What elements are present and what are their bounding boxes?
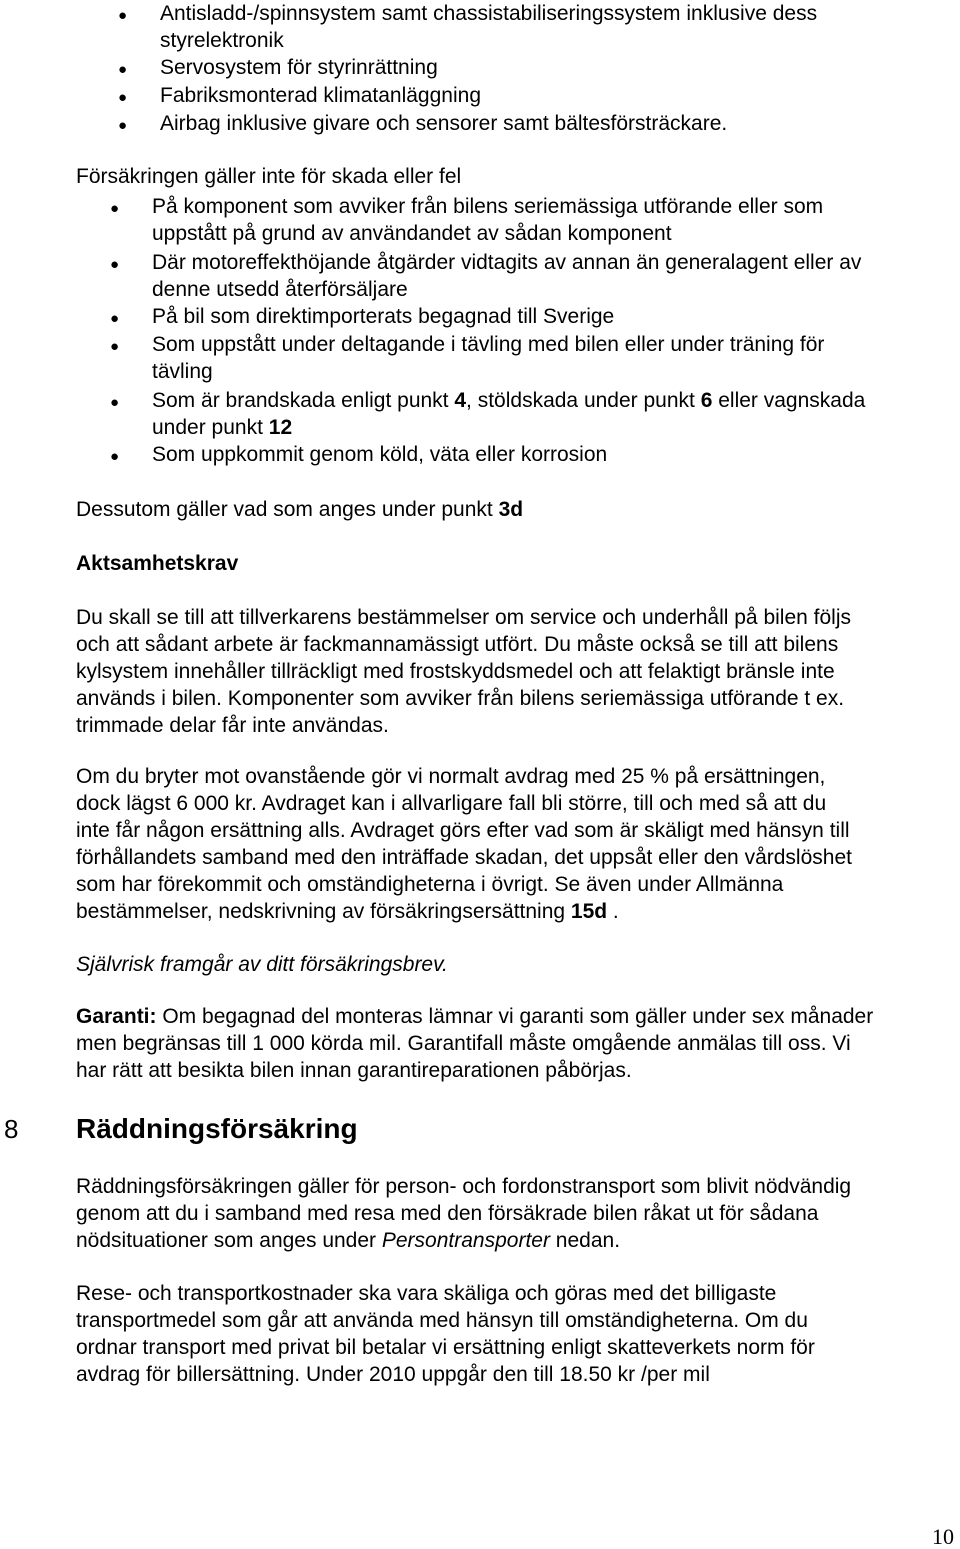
list-item [110, 249, 950, 303]
bullet-icon: ● [118, 89, 128, 106]
list-item-text: Antisladd-/spinnsystem samt chassistabiliseringssystem inklusive dess [160, 2, 818, 25]
sjalvrisk-note: Självrisk framgår av ditt försäkringsbrev. [76, 953, 448, 976]
bullet-icon: ● [118, 117, 128, 134]
bullet-icon: ● [110, 200, 120, 217]
list-item-text: På bil som direktimporterats begagnad till Sverige [152, 305, 615, 328]
list-item [110, 303, 950, 331]
exclusions-heading: Försäkringen gäller inte för skada eller fel [76, 165, 462, 188]
aktsamhet-heading: Aktsamhetskrav [76, 552, 239, 575]
bullet-icon: ● [110, 448, 120, 465]
list-item-text: Där motoreffekthöjande åtgärder vidtagits av annan än generalagent eller av [152, 251, 862, 274]
list-item-text: Som uppkommit genom köld, väta eller korrosion [152, 443, 608, 466]
list-item [118, 82, 938, 110]
exclusions-list [110, 193, 950, 469]
list-item-text: Servosystem för styrinrättning [160, 56, 438, 79]
bullet-icon: ● [110, 394, 120, 411]
list-item-text: uppstått på grund av användandet av sådan komponent [152, 222, 672, 245]
bullet-icon: ● [110, 256, 120, 273]
dessutom-line: Dessutom gäller vad som anges under punkt 3d [76, 498, 524, 521]
avdrag-paragraph: Om du bryter mot ovanstående gör vi normalt avdrag med 25 % på ersättningen, dock lägst 6 000 kr. Avdraget kan i allvarligare fall bli större, till och med så att du inte får någon ersättning alls. Avdraget görs efter vad som är skäligt med hänsyn till förhållandets samband med den inträffade skadan, det uppsåt eller den vårdslöshet som har förekommit och omständigheterna i övrigt. Se även under Allmänna bestämmelser, nedskrivning av försäkringsersättning 15d . [76, 765, 852, 923]
top-bullet-list [118, 0, 938, 138]
bullet-icon: ● [110, 310, 120, 327]
list-item-text: Fabriksmonterad klimatanläggning [160, 84, 481, 107]
garanti-paragraph: Garanti: Om begagnad del monteras lämnar vi garanti som gäller under sex månader men begränsas till 1 000 körda mil. Garantifall måste omgående anmälas till oss. Vi har rätt att besikta bilen innan garantireparationen påbörjas. [76, 1005, 874, 1082]
section-number: 8 [4, 1114, 19, 1144]
list-item-text: under punkt 12 [152, 416, 293, 439]
bullet-icon: ● [118, 61, 128, 78]
page-number: 10 [932, 1524, 954, 1549]
list-item [110, 441, 950, 469]
list-item-text: tävling [152, 360, 213, 383]
list-item [118, 0, 938, 54]
bullet-icon: ● [118, 7, 128, 24]
bullet-icon: ● [110, 338, 120, 355]
list-item-text: styrelektronik [160, 29, 284, 52]
list-item [110, 387, 950, 441]
list-item-text: På komponent som avviker från bilens seriemässiga utförande eller som [152, 195, 824, 218]
list-item-text: Airbag inklusive givare och sensorer samt bältesförsträckare. [160, 112, 728, 135]
rf-paragraph-2: Rese- och transportkostnader ska vara skäliga och göras med det billigaste transportmedel som går att använda med hänsyn till omständigheterna. Om du ordnar transport med privat bil betalar vi ersättning enligt skatteverkets norm för avdrag för billersättning. Under 2010 uppgår den till 18.50 kr /per mil [76, 1282, 815, 1386]
list-item-text: Som är brandskada enligt punkt 4, stöldskada under punkt 6 eller vagnskada [152, 389, 866, 412]
list-item [110, 331, 950, 387]
section-title: Räddningsförsäkring [76, 1113, 358, 1144]
list-item-text: denne utsedd återförsäljare [152, 278, 408, 301]
list-item [118, 110, 938, 138]
list-item-text: Som uppstått under deltagande i tävling med bilen eller under träning för [152, 333, 825, 356]
aktsamhet-paragraph: Du skall se till att tillverkarens bestämmelser om service och underhåll på bilen följs och att sådant arbete är fackmannamässigt utfört. Du måste också se till att bilens kylsystem innehåller tillräckligt med frostskyddsmedel och att felaktigt bränsle inte används i bilen. Komponenter som avviker från bilens seriemässiga utförande t ex. trimmade delar får inte användas. [76, 606, 851, 737]
rf-paragraph-1: Räddningsförsäkringen gäller för person- och fordonstransport som blivit nödvändig genom att du i samband med resa med den försäkrade bilen råkat ut för sådana nödsituationer som anges under Persontransporter nedan. [76, 1175, 852, 1252]
list-item [118, 54, 938, 82]
list-item [110, 193, 950, 249]
